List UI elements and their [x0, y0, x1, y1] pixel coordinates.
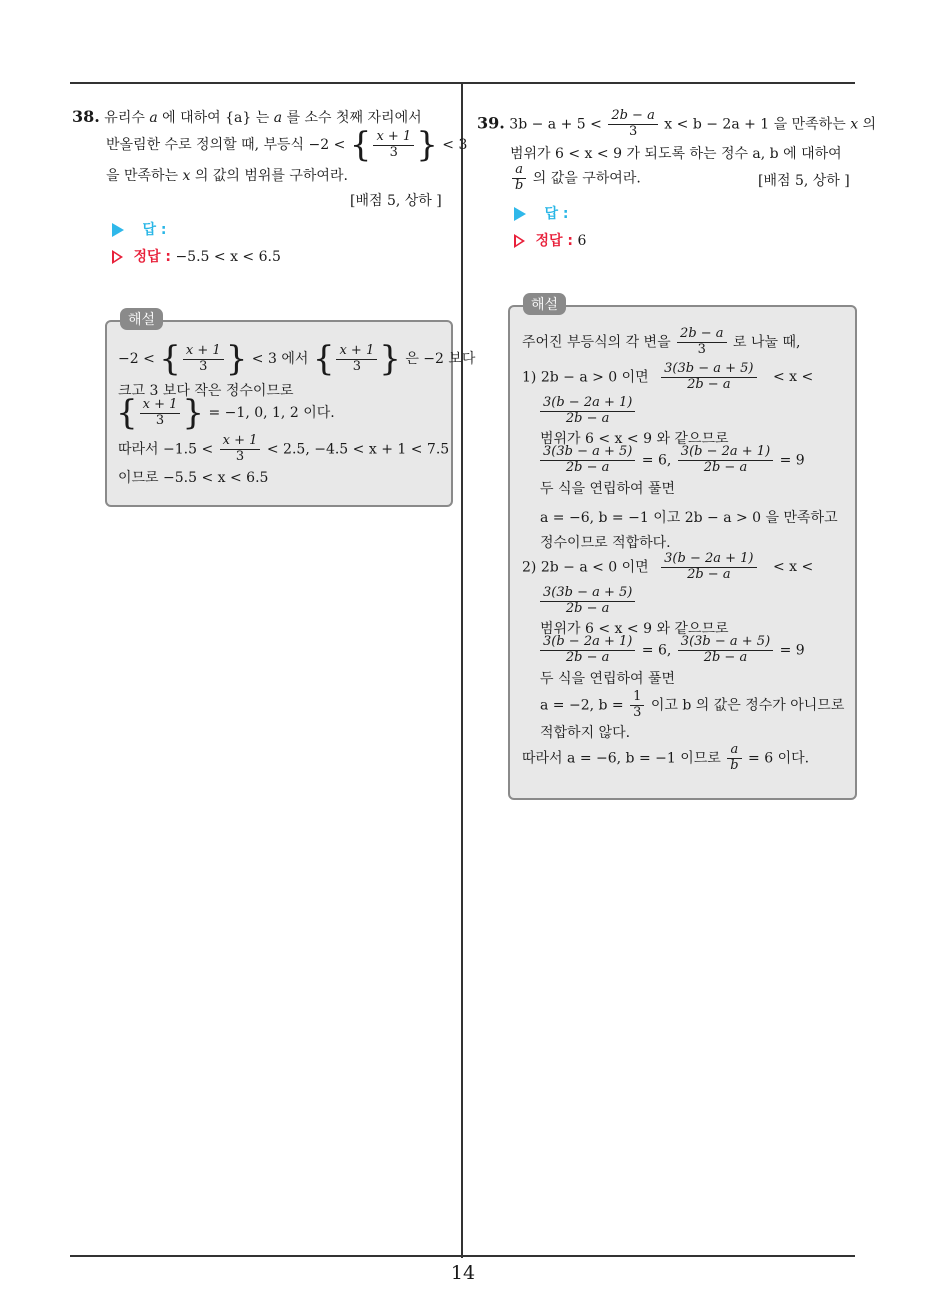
q39-line2: 범위가 6 < x < 9 가 되도록 하는 정수 a, b 에 대하여	[510, 146, 842, 162]
play-triangle-icon	[112, 223, 124, 237]
q39-case1-frac: $\frac{3(b - 2a + 1)}{2b - a}$	[538, 396, 637, 427]
q39-final: 따라서 a = −6, b = −1 이므로 $\frac{a}{b}$ = 6 이다.	[522, 742, 810, 773]
q39-line3: $\frac{a}{b}$ 의 값을 구하여라.	[510, 163, 641, 194]
q39-case2-solve: 두 식을 연립하여 풀면	[540, 671, 676, 687]
q39-score: [배점 5, 상하 ]	[758, 173, 850, 189]
q39-sol-line1: 주어진 부등식의 각 변을 $\frac{2b - a}{3}$ 로 나눌 때,	[522, 326, 801, 357]
q39-case1-eq: $\frac{3(3b - a + 5)}{2b - a}$ = 6, $\frac{3(b - 2a + 1)}{2b - a}$ = 9	[538, 445, 805, 476]
page-number: 14	[450, 1262, 476, 1284]
q39-case2-res2: 적합하지 않다.	[540, 725, 631, 741]
q38-line1: 38. 유리수 a 에 대하여 {a} 는 a 를 소수 첫째 자리에서	[72, 107, 422, 126]
q38-line2: 반올림한 수로 정의할 때, 부등식 −2 < { $\frac{x + 1}{3}$ } < 3	[106, 125, 468, 165]
q38-correct-row: 정답 : −5.5 < x < 6.5	[112, 246, 281, 266]
q39-correct-value: 6	[577, 233, 587, 249]
q38-sol-line4: 따라서 −1.5 < $\frac{x + 1}{3}$ < 2.5, −4.5 < x + 1 < 7.5	[118, 433, 450, 464]
q39-case1-res1: a = −6, b = −1 이고 2b − a > 0 을 만족하고	[540, 510, 838, 526]
play-triangle-icon	[514, 207, 526, 221]
q38-sol-line5: 이므로 −5.5 < x < 6.5	[118, 470, 269, 486]
q39-case2-frac: $\frac{3(3b - a + 5)}{2b - a}$	[538, 586, 637, 617]
q38-answer-row: 답 :	[112, 219, 166, 239]
q38-sol-line2: 크고 3 보다 작은 정수이므로	[118, 383, 294, 399]
q39-case2-range: 범위가 6 < x < 9 와 같으므로	[540, 621, 729, 637]
outline-triangle-icon	[514, 234, 525, 248]
q39-line1: 39. 3b − a + 5 < $\frac{2b - a}{3}$ x < b − 2a + 1 을 만족하는 x 의	[477, 108, 877, 139]
fraction: $\frac{x + 1}{3}$	[373, 130, 414, 161]
q39-correct-row: 정답 : 6	[514, 230, 586, 250]
q39-number: 39.	[477, 113, 505, 133]
q39-case1: 1) 2b − a > 0 이면 $\frac{3(3b - a + 5)}{2b - a}$ < x <	[522, 361, 814, 392]
q38-line3: 을 만족하는 x 의 값의 범위를 구하여라.	[106, 168, 348, 184]
q38-sol-line3: { $\frac{x + 1}{3}$ } = −1, 0, 1, 2 이다.	[116, 393, 335, 433]
q38-solution-tag: 해설	[120, 308, 163, 330]
q38-score: [배점 5, 상하 ]	[350, 193, 442, 209]
q39-case2-res1: a = −2, b = $\frac{1}{3}$ 이고 b 의 값은 정수가 아니므로	[540, 689, 845, 720]
bottom-rule	[70, 1255, 855, 1257]
outline-triangle-icon	[112, 250, 123, 264]
q39-answer-row: 답 :	[514, 203, 568, 223]
q38-correct-value: −5.5 < x < 6.5	[175, 249, 281, 265]
column-divider	[461, 82, 463, 1258]
q39-solution-tag: 해설	[523, 293, 566, 315]
q38-number: 38.	[72, 107, 100, 126]
q39-case2-eq: $\frac{3(b - 2a + 1)}{2b - a}$ = 6, $\frac{3(3b - a + 5)}{2b - a}$ = 9	[538, 635, 805, 666]
q39-case1-range: 범위가 6 < x < 9 와 같으므로	[540, 431, 729, 447]
q38-sol-line1: −2 < { $\frac{x + 1}{3}$ } < 3 에서 { $\frac{x + 1}{3}$ } 은 −2 보다	[118, 339, 476, 379]
q39-case2: 2) 2b − a < 0 이면 $\frac{3(b - 2a + 1)}{2b - a}$ < x <	[522, 551, 814, 582]
q39-case1-res2: 정수이므로 적합하다.	[540, 535, 671, 551]
q39-case1-solve: 두 식을 연립하여 풀면	[540, 481, 676, 497]
